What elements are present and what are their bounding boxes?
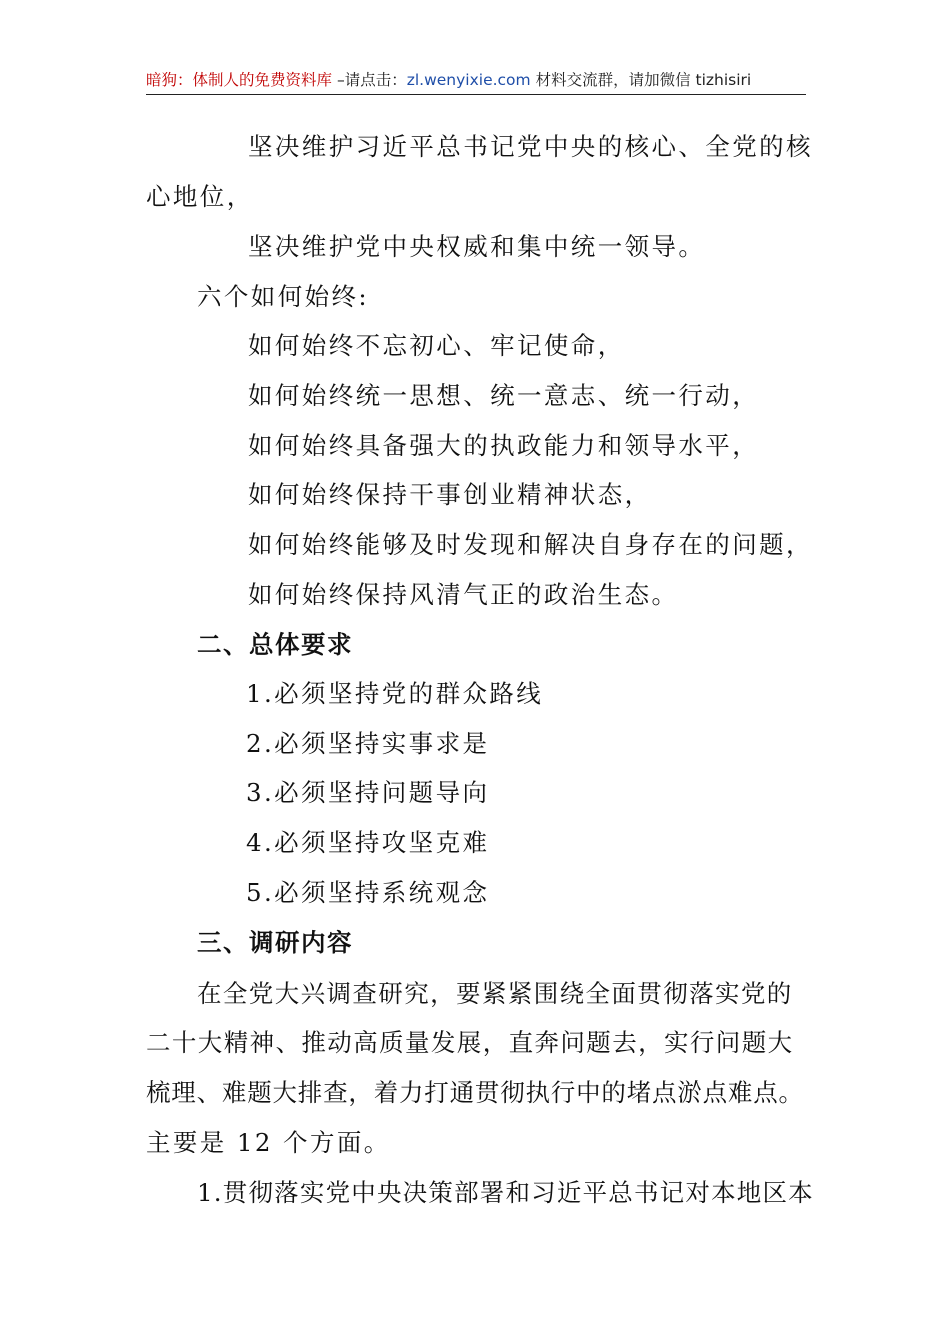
- list-item: 1.必须坚持党的群众路线: [246, 679, 544, 708]
- section-heading: 三、调研内容: [197, 928, 353, 957]
- paragraph-line: 梳理、难题大排查，着力打通贯彻执行中的堵点淤点难点。: [146, 1078, 804, 1107]
- text-line: 如何始终统一思想、统一意志、统一行动，: [248, 381, 760, 410]
- text-line: 六个如何始终:: [197, 282, 370, 311]
- header-site-name: 暗狗：体制人的免费资料库: [146, 71, 333, 89]
- header-click-prompt: –请点击：: [332, 71, 407, 89]
- list-item: 3.必须坚持问题导向: [246, 778, 490, 807]
- list-item: 4.必须坚持攻坚克难: [246, 828, 490, 857]
- text-line: 坚决维护习近平总书记党中央的核心、全党的核: [248, 132, 813, 161]
- list-item: 5.必须坚持系统观念: [246, 878, 490, 907]
- text-line: 坚决维护党中央权威和集中统一领导。: [248, 232, 706, 261]
- text-line: 如何始终能够及时发现和解决自身存在的问题，: [248, 530, 813, 559]
- text-line: 如何始终保持干事创业精神状态，: [248, 480, 652, 509]
- header-wechat-note: 材料交流群，请加微信 tizhisiri: [530, 71, 752, 89]
- page-header: [146, 68, 806, 95]
- text-line: 心地位，: [146, 182, 254, 211]
- list-item: 2.必须坚持实事求是: [246, 729, 490, 758]
- section-heading: 二、总体要求: [197, 630, 353, 659]
- header-link[interactable]: zl.wenyixie.com: [406, 71, 531, 89]
- paragraph-line: 主要是 12 个方面。: [146, 1128, 391, 1157]
- text-line: 如何始终保持风清气正的政治生态。: [248, 580, 679, 609]
- text-line: 如何始终不忘初心、牢记使命，: [248, 331, 625, 360]
- text-line: 如何始终具备强大的执政能力和领导水平，: [248, 431, 760, 460]
- paragraph-line: 在全党大兴调查研究，要紧紧围绕全面贯彻落实党的: [197, 979, 793, 1008]
- paragraph-line: 1.贯彻落实党中央决策部署和习近平总书记对本地区本: [197, 1178, 814, 1207]
- paragraph-line: 二十大精神、推动高质量发展，直奔问题去，实行问题大: [146, 1028, 794, 1057]
